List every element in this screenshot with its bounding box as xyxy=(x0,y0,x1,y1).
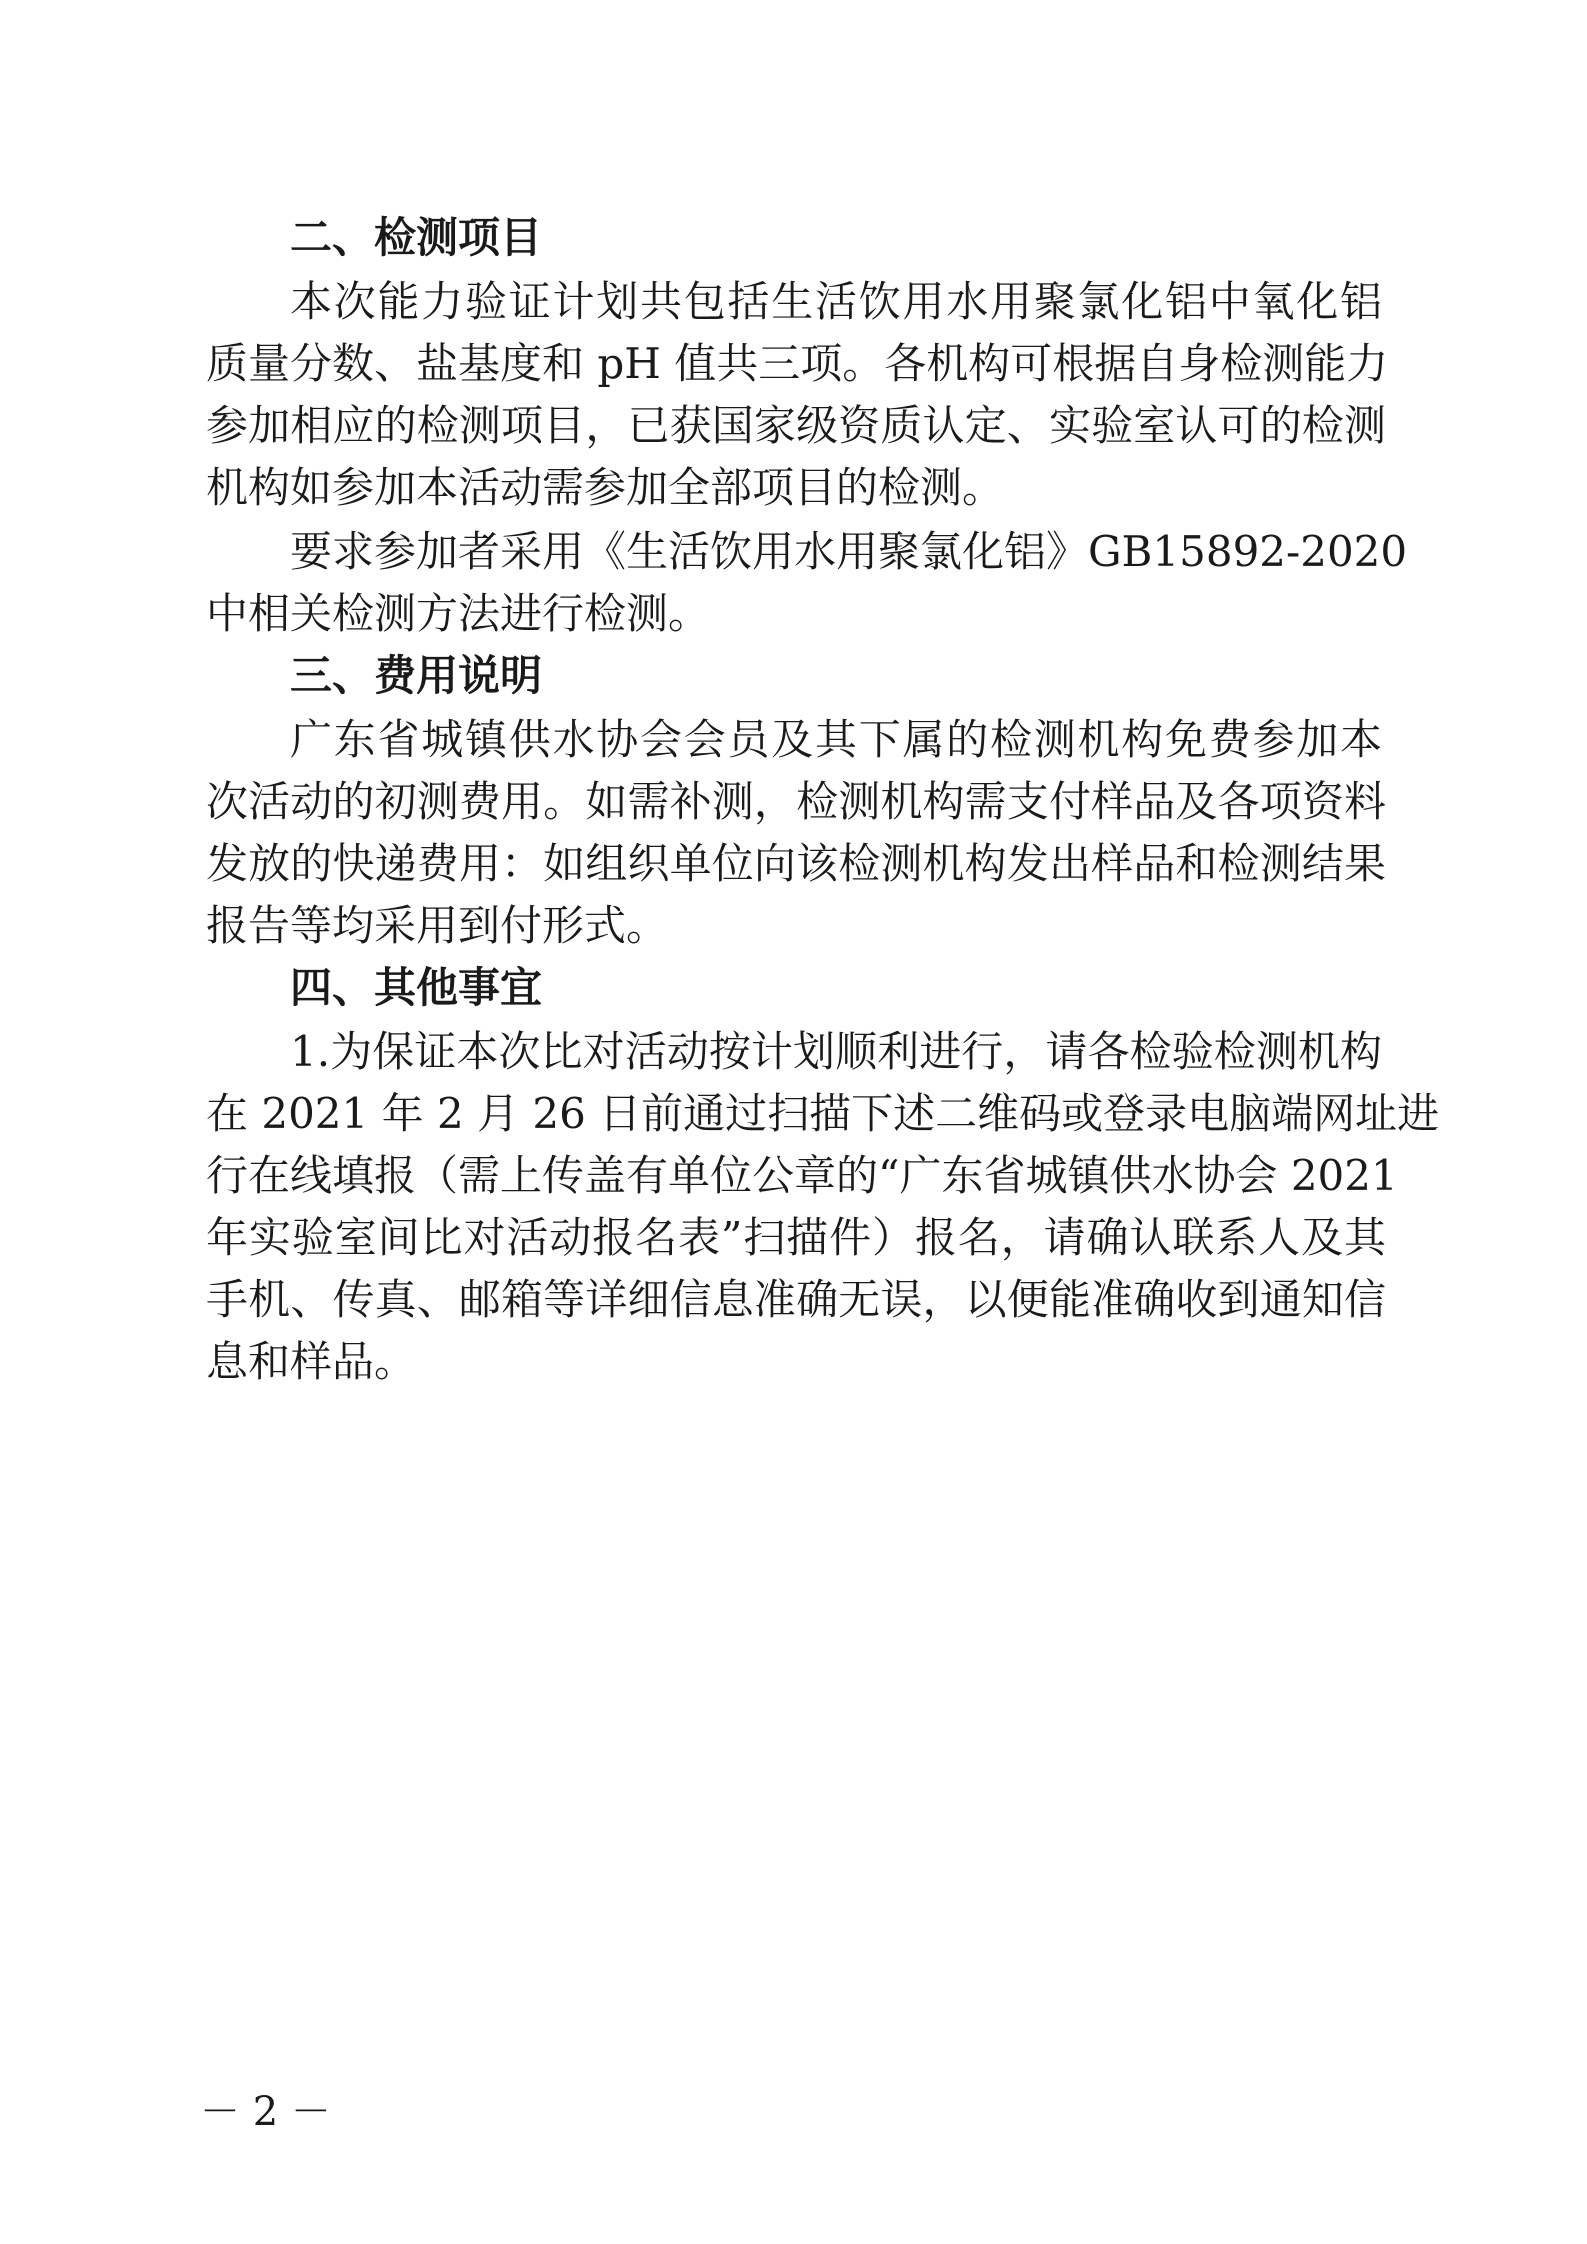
paragraph-line: 报告等均采用到付形式。 xyxy=(206,901,669,950)
paragraph-line: 广东省城镇供水协会会员及其下属的检测机构免费参加本 xyxy=(290,715,1382,764)
section-heading-testing-items: 二、检测项目 xyxy=(290,213,543,262)
section-heading-other-matters: 四、其他事宜 xyxy=(290,963,543,1012)
paragraph-line: 手机、传真、邮箱等详细信息准确无误，以便能准确收到通知信 xyxy=(206,1275,1386,1324)
paragraph-line: 次活动的初测费用。如需补测，检测机构需支付样品及各项资料 xyxy=(206,777,1386,826)
paragraph-line: 本次能力验证计划共包括生活饮用水用聚氯化铝中氧化铝 xyxy=(290,277,1382,326)
paragraph-line: 在 2021 年 2 月 26 日前通过扫描下述二维码或登录电脑端网址进 xyxy=(206,1089,1440,1138)
paragraph-line: 中相关检测方法进行检测。 xyxy=(206,589,711,638)
paragraph-line: 参加相应的检测项目，已获国家级资质认定、实验室认可的检测 xyxy=(206,401,1386,450)
page-number: － 2 － xyxy=(200,2089,331,2135)
paragraph-line: 息和样品。 xyxy=(206,1337,417,1386)
paragraph-line: 发放的快递费用：如组织单位向该检测机构发出样品和检测结果 xyxy=(206,839,1386,888)
paragraph-line: 1.为保证本次比对活动按计划顺利进行，请各检验检测机构 xyxy=(290,1027,1382,1076)
paragraph-line: 机构如参加本活动需参加全部项目的检测。 xyxy=(206,463,1005,512)
paragraph-line: 年实验室间比对活动报名表”扫描件）报名，请确认联系人及其 xyxy=(206,1213,1386,1262)
paragraph-line: 要求参加者采用《生活饮用水用聚氯化铝》GB15892-2020 xyxy=(290,527,1408,576)
paragraph-line: 行在线填报（需上传盖有单位公章的“广东省城镇供水协会 2021 xyxy=(206,1151,1398,1200)
section-heading-fee-description: 三、费用说明 xyxy=(290,651,543,700)
paragraph-line: 质量分数、盐基度和 pH 值共三项。各机构可根据自身检测能力 xyxy=(206,339,1389,388)
